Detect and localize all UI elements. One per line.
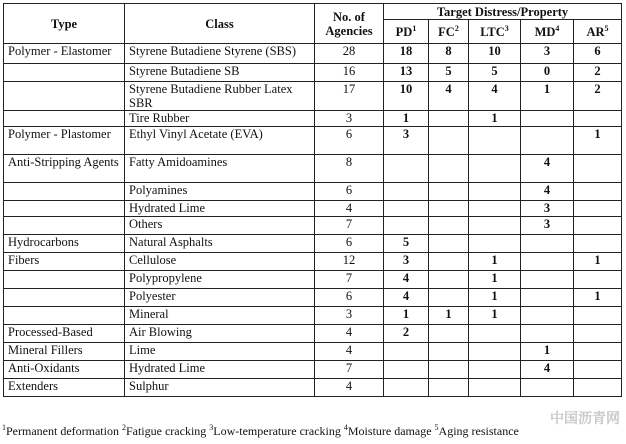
cell-type: Anti-Oxidants <box>4 361 125 379</box>
cell-pd: 2 <box>384 325 429 343</box>
cell-n: 7 <box>315 361 384 379</box>
cell-type: Mineral Fillers <box>4 343 125 361</box>
cell-md <box>521 111 574 127</box>
cell-pd <box>384 155 429 183</box>
cell-pd: 1 <box>384 111 429 127</box>
cell-class: Sulphur <box>125 379 315 397</box>
cell-ar <box>574 217 622 235</box>
cell-ltc <box>469 379 521 397</box>
cell-md <box>521 289 574 307</box>
cell-class: Natural Asphalts <box>125 235 315 253</box>
cell-n: 4 <box>315 343 384 361</box>
cell-ar: 1 <box>574 289 622 307</box>
cell-ar: 2 <box>574 82 622 111</box>
cell-type: Polymer - Plastomer <box>4 127 125 155</box>
cell-type <box>4 201 125 217</box>
table-row <box>4 111 622 127</box>
cell-class: Styrene Butadiene Rubber Latex SBR <box>125 82 315 111</box>
cell-ltc: 1 <box>469 307 521 325</box>
table-row <box>4 289 622 307</box>
table-row <box>4 82 622 111</box>
cell-ltc <box>469 235 521 253</box>
table-row <box>4 307 622 325</box>
cell-md: 1 <box>521 343 574 361</box>
cell-md: 1 <box>521 82 574 111</box>
cell-class: Polyester <box>125 289 315 307</box>
cell-ltc: 1 <box>469 253 521 271</box>
cell-type <box>4 307 125 325</box>
table-row <box>4 201 622 217</box>
cell-md: 3 <box>521 44 574 64</box>
cell-ar: 1 <box>574 127 622 155</box>
cell-type: Anti-Stripping Agents <box>4 155 125 183</box>
header-ltc: LTC$^3$ <box>469 20 521 44</box>
cell-class: Hydrated Lime <box>125 361 315 379</box>
table-row <box>4 183 622 201</box>
cell-md <box>521 235 574 253</box>
cell-ltc: 4 <box>469 82 521 111</box>
cell-ltc <box>469 155 521 183</box>
cell-fc <box>429 325 469 343</box>
cell-fc: 4 <box>429 82 469 111</box>
cell-class: Others <box>125 217 315 235</box>
cell-class: Fatty Amidoamines <box>125 155 315 183</box>
cell-n: 28 <box>315 44 384 64</box>
cell-class: Hydrated Lime <box>125 201 315 217</box>
cell-type <box>4 271 125 289</box>
cell-ar: 6 <box>574 44 622 64</box>
cell-ltc: 1 <box>469 271 521 289</box>
cell-class: Styrene Butadiene SB <box>125 64 315 82</box>
header-md: $MD^4$ <box>521 20 574 44</box>
cell-ar <box>574 235 622 253</box>
cell-ltc: 10 <box>469 44 521 64</box>
cell-fc <box>429 127 469 155</box>
cell-pd: 4 <box>384 271 429 289</box>
cell-pd: 3 <box>384 253 429 271</box>
table-row <box>4 253 622 271</box>
cell-type: Processed-Based <box>4 325 125 343</box>
cell-class: Ethyl Vinyl Acetate (EVA) <box>125 127 315 155</box>
cell-class: Styrene Butadiene Styrene (SBS) <box>125 44 315 64</box>
cell-type <box>4 183 125 201</box>
cell-type <box>4 64 125 82</box>
cell-n: 6 <box>315 183 384 201</box>
cell-ltc <box>469 127 521 155</box>
cell-class: Polyamines <box>125 183 315 201</box>
cell-fc: 5 <box>429 64 469 82</box>
modifier-table <box>3 3 622 397</box>
table-row <box>4 64 622 82</box>
cell-n: 7 <box>315 271 384 289</box>
cell-ltc <box>469 201 521 217</box>
cell-n: 6 <box>315 127 384 155</box>
cell-n: 16 <box>315 64 384 82</box>
cell-class: Lime <box>125 343 315 361</box>
cell-ltc: 5 <box>469 64 521 82</box>
cell-fc <box>429 361 469 379</box>
cell-n: 4 <box>315 379 384 397</box>
watermark-logo: 中国沥青网 <box>550 411 620 427</box>
cell-n: 4 <box>315 201 384 217</box>
cell-fc <box>429 235 469 253</box>
cell-ar: 2 <box>574 64 622 82</box>
cell-fc <box>429 111 469 127</box>
cell-ltc <box>469 217 521 235</box>
header-agencies: No. of Agencies <box>315 4 384 44</box>
cell-md: 4 <box>521 361 574 379</box>
cell-ar <box>574 379 622 397</box>
cell-n: 12 <box>315 253 384 271</box>
cell-type <box>4 111 125 127</box>
cell-md <box>521 307 574 325</box>
cell-ltc <box>469 343 521 361</box>
footnotes: $^1$Permanent deformation $^2$Fatigue cracking $^3$Low-temperature cracking $^4$Moisture damage $^5$Aging resistance <box>2 423 519 438</box>
cell-ltc: 1 <box>469 111 521 127</box>
cell-n: 8 <box>315 155 384 183</box>
cell-type: Hydrocarbons <box>4 235 125 253</box>
cell-type <box>4 82 125 111</box>
table-row <box>4 127 622 155</box>
cell-fc <box>429 289 469 307</box>
table-row <box>4 379 622 397</box>
cell-md <box>521 325 574 343</box>
cell-fc: 1 <box>429 307 469 325</box>
cell-pd <box>384 343 429 361</box>
header-target: Target Distress/Property <box>384 4 622 20</box>
cell-pd <box>384 217 429 235</box>
cell-fc <box>429 155 469 183</box>
cell-fc <box>429 271 469 289</box>
cell-type: Extenders <box>4 379 125 397</box>
cell-fc <box>429 217 469 235</box>
header-fc: $FC^2$ <box>429 20 469 44</box>
cell-md: 4 <box>521 155 574 183</box>
cell-ar <box>574 271 622 289</box>
cell-n: 17 <box>315 82 384 111</box>
cell-fc <box>429 253 469 271</box>
cell-fc <box>429 183 469 201</box>
cell-md <box>521 379 574 397</box>
cell-pd: 18 <box>384 44 429 64</box>
table-row <box>4 235 622 253</box>
cell-pd: 5 <box>384 235 429 253</box>
cell-md <box>521 127 574 155</box>
cell-ar <box>574 307 622 325</box>
cell-md <box>521 271 574 289</box>
table-row <box>4 44 622 64</box>
cell-md: 3 <box>521 217 574 235</box>
cell-pd: 10 <box>384 82 429 111</box>
cell-n: 4 <box>315 325 384 343</box>
cell-pd <box>384 183 429 201</box>
cell-type: Polymer - Elastomer <box>4 44 125 64</box>
cell-md <box>521 253 574 271</box>
cell-fc <box>429 379 469 397</box>
table-body <box>4 44 622 397</box>
cell-type <box>4 289 125 307</box>
header-class: Class <box>125 4 315 44</box>
cell-class: Tire Rubber <box>125 111 315 127</box>
cell-pd: 4 <box>384 289 429 307</box>
cell-ltc <box>469 183 521 201</box>
cell-ar <box>574 155 622 183</box>
cell-class: Air Blowing <box>125 325 315 343</box>
cell-n: 6 <box>315 289 384 307</box>
cell-fc <box>429 343 469 361</box>
cell-fc: 8 <box>429 44 469 64</box>
cell-ar <box>574 325 622 343</box>
table-row <box>4 325 622 343</box>
cell-ar <box>574 361 622 379</box>
cell-ar <box>574 201 622 217</box>
cell-pd: 13 <box>384 64 429 82</box>
cell-ar <box>574 343 622 361</box>
table-row <box>4 155 622 183</box>
cell-ar: 1 <box>574 253 622 271</box>
header-type: Type <box>4 4 125 44</box>
cell-ltc: 1 <box>469 289 521 307</box>
cell-ltc <box>469 361 521 379</box>
cell-n: 3 <box>315 111 384 127</box>
cell-n: 3 <box>315 307 384 325</box>
header-pd: $PD^1$ <box>384 20 429 44</box>
cell-n: 6 <box>315 235 384 253</box>
table-row <box>4 271 622 289</box>
cell-pd <box>384 379 429 397</box>
cell-pd: 1 <box>384 307 429 325</box>
cell-fc <box>429 201 469 217</box>
cell-ar <box>574 111 622 127</box>
cell-md: 0 <box>521 64 574 82</box>
cell-n: 7 <box>315 217 384 235</box>
cell-class: Mineral <box>125 307 315 325</box>
cell-ltc <box>469 325 521 343</box>
cell-pd: 3 <box>384 127 429 155</box>
cell-class: Polypropylene <box>125 271 315 289</box>
cell-pd <box>384 361 429 379</box>
cell-md: 3 <box>521 201 574 217</box>
cell-pd <box>384 201 429 217</box>
table-row <box>4 361 622 379</box>
cell-ar <box>574 183 622 201</box>
header-ar: $AR^5$ <box>574 20 622 44</box>
cell-class: Cellulose <box>125 253 315 271</box>
cell-type <box>4 217 125 235</box>
table-row <box>4 217 622 235</box>
cell-type: Fibers <box>4 253 125 271</box>
table-row <box>4 343 622 361</box>
cell-md: 4 <box>521 183 574 201</box>
